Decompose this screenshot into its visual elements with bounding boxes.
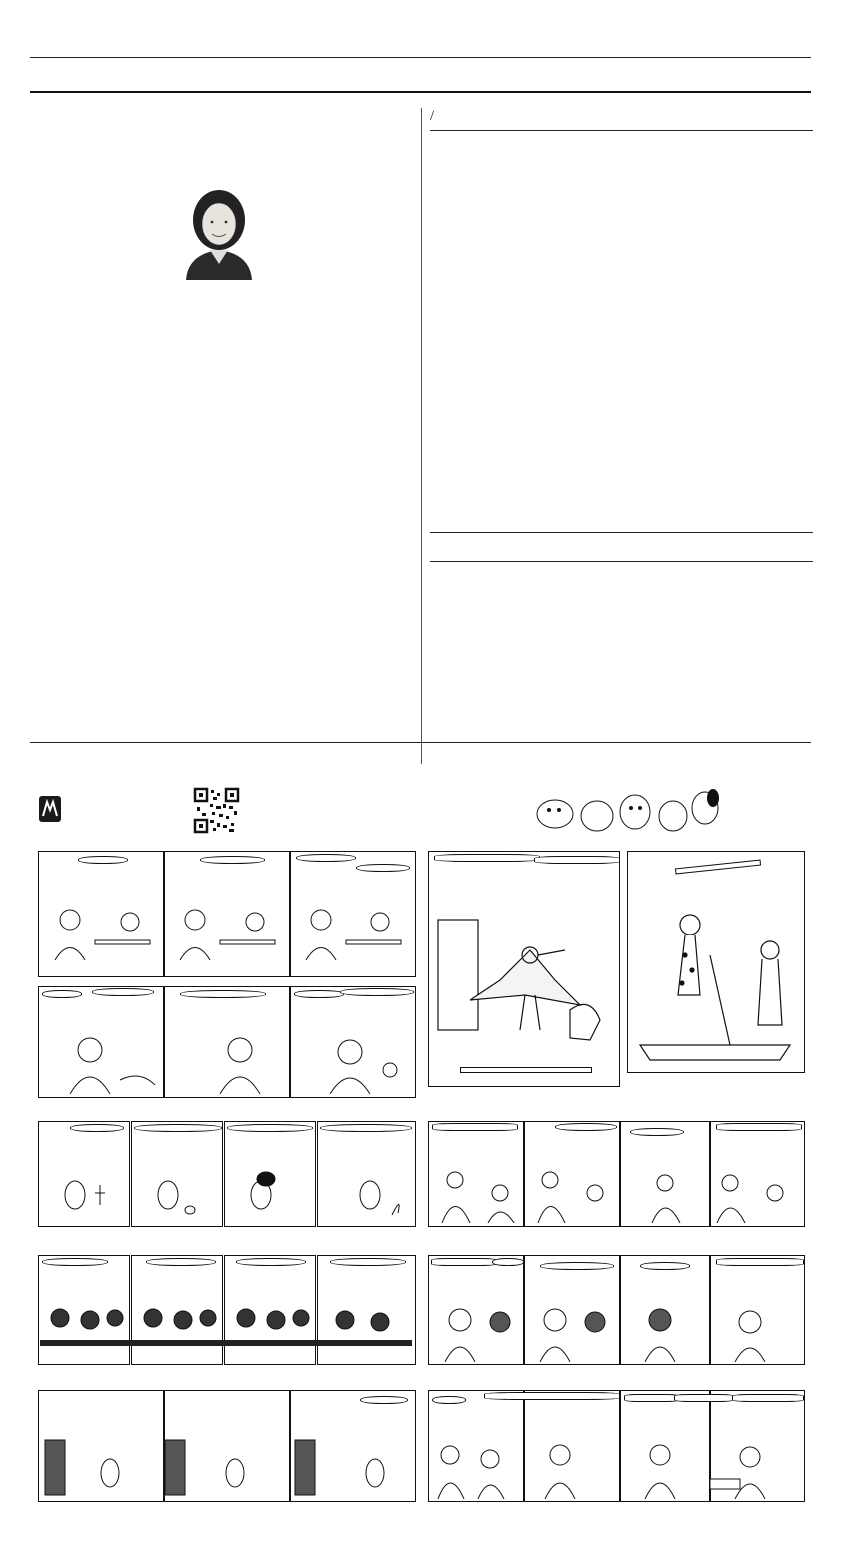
pearls-art [40,1435,412,1499]
crabgrass-bubble-2 [492,1258,524,1266]
column-divider [421,108,422,764]
close-to-home-treadmill-art [630,895,800,1067]
garfield-bubble-2 [200,856,265,864]
amu-logo-icon [39,796,61,822]
crabgrass-bubble-3 [540,1262,614,1270]
garfield-bubble-4 [356,864,410,872]
peanuts-bubble-4 [320,1124,412,1132]
pickles-bubble-4 [716,1123,802,1131]
qr-code-icon[interactable] [193,787,240,834]
peanuts-snoopy-art [40,1165,412,1223]
argyle-pterodactyl-art [430,910,616,1060]
garfield-bubble-1 [78,856,128,864]
luann-bubble-4 [674,1394,734,1402]
baby-blues-bubble-2 [92,988,154,996]
pearls-bubble-4 [360,1396,408,1404]
luann-bubble-1 [432,1396,466,1404]
fbofw-bubble-3 [236,1258,306,1266]
comic-characters-illustration [525,786,720,836]
fbofw-art [40,1300,412,1362]
header-rule [30,57,811,58]
argyle-title-box [460,1067,592,1073]
astrology-rule [430,130,813,131]
crabgrass-bubble-5 [716,1258,804,1266]
argyle-bubble-1 [434,854,540,862]
baby-blues-bubble-4 [294,990,344,998]
fbofw-bubble-2 [146,1258,216,1266]
baby-blues-bubble-1 [42,990,82,998]
pickles-bubble-2 [555,1123,617,1131]
luann-bubble-2 [484,1392,620,1400]
history-rule-top [430,532,813,533]
garfield-art [40,900,412,974]
luann-bubble-5 [732,1394,804,1402]
fbofw-bubble-1 [42,1258,108,1266]
astrology-title [430,108,434,125]
baby-blues-art [40,1030,412,1094]
pickles-bubble-3 [630,1128,684,1136]
crabgrass-art [430,1300,802,1362]
title-slash: / [430,108,435,124]
peanuts-bubble-3 [227,1124,313,1132]
luann-bubble-3 [624,1394,680,1402]
pickles-art [430,1165,802,1223]
crabgrass-bubble-4 [640,1262,690,1270]
garfield-bubble-3 [296,854,356,862]
page-bottom-rule [30,742,811,743]
baby-blues-bubble-5 [340,988,414,996]
author-photo [178,184,260,280]
baby-blues-bubble-3 [180,990,266,998]
history-rule [430,561,813,562]
pickles-bubble-1 [432,1123,518,1131]
peanuts-bubble-2 [134,1124,222,1132]
fbofw-bubble-4 [330,1258,406,1266]
crabgrass-bubble-1 [431,1258,497,1266]
argyle-bubble-2 [534,856,620,864]
section-rule [30,91,811,93]
peanuts-bubble-1 [70,1124,124,1132]
luann-art [430,1435,802,1499]
